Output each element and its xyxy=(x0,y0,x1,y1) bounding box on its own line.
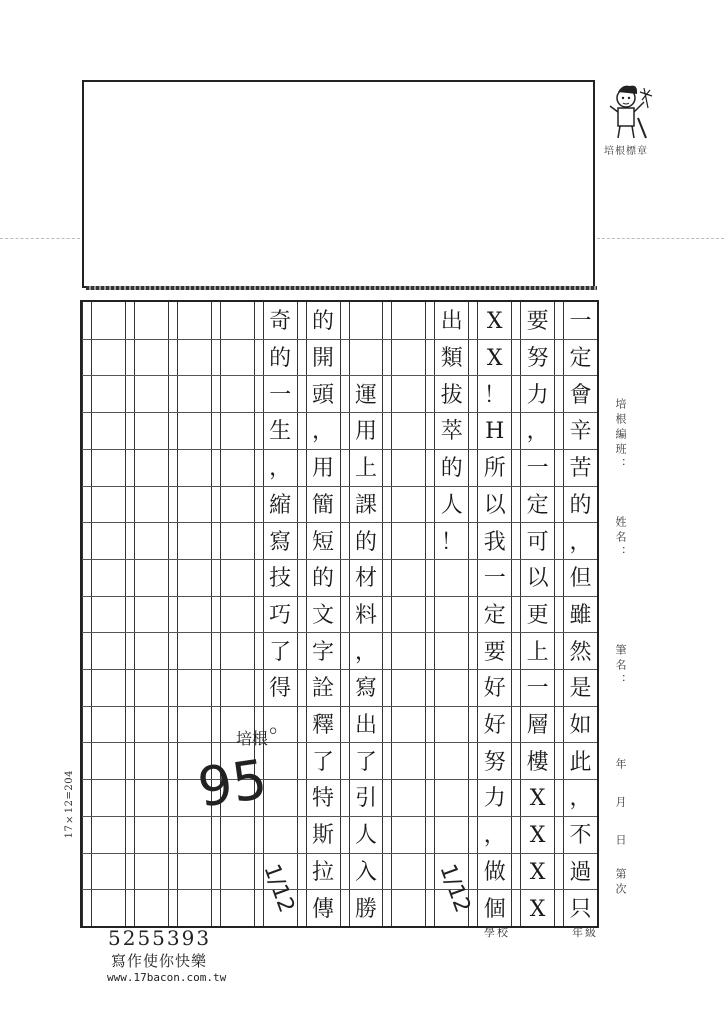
essay-char-cell xyxy=(435,598,468,635)
essay-char-cell: 勝 xyxy=(354,896,377,922)
fold-line-left xyxy=(0,238,80,240)
essay-char-cell: X xyxy=(486,309,503,335)
essay-char-cell xyxy=(135,524,168,561)
grid-column-line xyxy=(382,302,383,926)
essay-char-cell xyxy=(92,818,125,855)
essay-column xyxy=(264,304,297,928)
essay-char-cell: 的 xyxy=(269,346,292,372)
essay-char-cell: 苦 xyxy=(569,456,592,482)
essay-char-cell xyxy=(221,818,254,855)
essay-char-cell xyxy=(264,744,297,781)
essay-char-cell: 力 xyxy=(483,786,506,812)
essay-char-cell xyxy=(135,488,168,525)
essay-column xyxy=(92,304,125,928)
name-label: 姓名： xyxy=(614,516,627,561)
essay-char-cell: 然 xyxy=(569,639,592,665)
fold-line-right xyxy=(597,238,724,240)
essay-char-cell xyxy=(392,561,425,598)
essay-char-cell xyxy=(178,855,211,892)
essay-char-cell xyxy=(392,598,425,635)
essay-char-cell: 如 xyxy=(569,713,592,739)
essay-char-cell: 定 xyxy=(569,346,592,372)
grid-column-line xyxy=(554,302,555,926)
grid-column-line xyxy=(425,302,426,926)
essay-char-cell: 只 xyxy=(569,896,592,922)
essay-char-cell: 寫 xyxy=(354,676,377,702)
essay-char-cell: 傳 xyxy=(312,896,335,922)
essay-char-cell: ， xyxy=(526,419,549,445)
essay-char-cell: 特 xyxy=(312,786,335,812)
teacher-comment-box xyxy=(82,80,595,288)
essay-char-cell: 個 xyxy=(483,896,506,922)
essay-char-cell: 辛 xyxy=(569,419,592,445)
essay-char-cell xyxy=(135,818,168,855)
essay-char-cell xyxy=(135,671,168,708)
essay-char-cell xyxy=(135,304,168,341)
essay-char-cell xyxy=(92,488,125,525)
essay-char-cell: H xyxy=(485,419,505,445)
essay-char-cell xyxy=(392,341,425,378)
essay-char-cell xyxy=(392,377,425,414)
essay-column xyxy=(221,304,254,928)
essay-char-cell: 材 xyxy=(354,566,377,592)
essay-char-cell: ， xyxy=(483,823,506,849)
essay-char-cell: 要 xyxy=(483,639,506,665)
essay-char-cell: 運 xyxy=(354,382,377,408)
essay-char-cell: 縮 xyxy=(269,492,292,518)
essay-char-cell: 一 xyxy=(569,309,592,335)
essay-char-cell xyxy=(135,377,168,414)
grid-size-label: 17×12=204 xyxy=(64,770,75,839)
school-label: 學校 xyxy=(484,926,510,939)
essay-char-cell: 文 xyxy=(312,602,335,628)
grid-column-line xyxy=(168,302,169,926)
essay-char-cell xyxy=(350,341,383,378)
essay-char-cell xyxy=(435,781,468,818)
essay-char-cell xyxy=(435,818,468,855)
essay-column xyxy=(564,304,597,928)
essay-char-cell: 引 xyxy=(354,786,377,812)
essay-char-cell: 。 xyxy=(269,713,292,739)
essay-char-cell xyxy=(178,634,211,671)
essay-char-cell: ， xyxy=(354,639,377,665)
essay-char-cell xyxy=(135,855,168,892)
essay-char-cell xyxy=(221,634,254,671)
essay-char-cell: 的 xyxy=(569,492,592,518)
essay-char-cell: 用 xyxy=(312,456,335,482)
essay-char-cell: 上 xyxy=(354,456,377,482)
essay-char-cell: 不 xyxy=(569,823,592,849)
date-mark-right: 1/12 xyxy=(434,861,475,916)
score-mark: 95 xyxy=(193,747,271,820)
essay-char-cell xyxy=(92,744,125,781)
essay-column xyxy=(135,304,168,928)
essay-char-cell: X xyxy=(529,823,546,849)
year-label: 年 xyxy=(614,758,627,773)
essay-char-cell xyxy=(135,598,168,635)
essay-char-cell xyxy=(92,891,125,928)
essay-char-cell: 巧 xyxy=(269,602,292,628)
essay-char-cell: 短 xyxy=(312,529,335,555)
grid-column-line xyxy=(211,302,212,926)
essay-char-cell: X xyxy=(486,346,503,372)
essay-char-cell: 一 xyxy=(526,456,549,482)
essay-char-cell xyxy=(135,744,168,781)
essay-char-cell: 寫 xyxy=(269,529,292,555)
essay-char-cell: 定 xyxy=(483,602,506,628)
essay-char-cell xyxy=(392,708,425,745)
essay-char-cell: 可 xyxy=(526,529,549,555)
essay-char-cell xyxy=(178,524,211,561)
essay-char-cell: ！ xyxy=(483,382,506,408)
essay-column xyxy=(521,304,554,928)
essay-char-cell: 課 xyxy=(354,492,377,518)
comment-box-shadow xyxy=(86,286,597,290)
essay-char-cell xyxy=(178,671,211,708)
essay-char-cell xyxy=(92,561,125,598)
essay-char-cell xyxy=(392,304,425,341)
grid-column-line xyxy=(468,302,469,926)
essay-char-cell xyxy=(221,451,254,488)
grid-column-line xyxy=(297,302,298,926)
grade-label: 年級 xyxy=(572,926,598,939)
essay-char-cell: 萃 xyxy=(440,419,463,445)
essay-char-cell: 頭 xyxy=(312,382,335,408)
essay-char-cell xyxy=(392,671,425,708)
essay-char-cell xyxy=(221,891,254,928)
grid-column-line xyxy=(511,302,512,926)
essay-char-cell: 努 xyxy=(483,749,506,775)
website-url: www.17bacon.com.tw xyxy=(107,971,227,984)
essay-char-cell xyxy=(135,414,168,451)
essay-char-cell xyxy=(435,634,468,671)
essay-char-cell: 了 xyxy=(269,639,292,665)
essay-char-cell xyxy=(178,377,211,414)
essay-char-cell xyxy=(392,634,425,671)
essay-char-cell xyxy=(392,855,425,892)
stamp-label: 培根標章 xyxy=(604,146,648,157)
essay-char-cell: ， xyxy=(569,786,592,812)
essay-char-cell xyxy=(221,524,254,561)
essay-char-cell xyxy=(135,708,168,745)
essay-char-cell xyxy=(392,891,425,928)
essay-char-cell xyxy=(221,304,254,341)
essay-char-cell xyxy=(221,414,254,451)
essay-char-cell xyxy=(221,671,254,708)
essay-char-cell: 類 xyxy=(440,346,463,372)
grid-column-line xyxy=(82,302,83,926)
essay-column xyxy=(307,304,340,928)
essay-char-cell: 技 xyxy=(269,566,292,592)
essay-char-cell: 字 xyxy=(312,639,335,665)
essay-char-cell: 以 xyxy=(483,492,506,518)
day-label: 日 xyxy=(614,834,627,849)
essay-char-cell xyxy=(92,781,125,818)
essay-char-cell xyxy=(392,524,425,561)
essay-char-cell: 力 xyxy=(526,382,549,408)
session-label: 第次 xyxy=(614,868,627,898)
essay-char-cell xyxy=(392,818,425,855)
pen-name-label: 筆名： xyxy=(614,644,627,689)
essay-char-cell: 生 xyxy=(269,419,292,445)
essay-char-cell xyxy=(435,561,468,598)
essay-char-cell xyxy=(92,671,125,708)
essay-column xyxy=(178,304,211,928)
essay-char-cell xyxy=(392,414,425,451)
essay-char-cell: 斯 xyxy=(312,823,335,849)
essay-char-cell xyxy=(221,561,254,598)
essay-char-cell: 是 xyxy=(569,676,592,702)
essay-char-cell xyxy=(178,304,211,341)
grid-column-line xyxy=(125,302,126,926)
essay-char-cell: 的 xyxy=(354,529,377,555)
essay-char-cell: 我 xyxy=(483,529,506,555)
essay-char-cell: 一 xyxy=(526,676,549,702)
essay-char-cell: 了 xyxy=(354,749,377,775)
essay-char-cell xyxy=(178,891,211,928)
essay-char-cell: 開 xyxy=(312,346,335,372)
essay-char-cell xyxy=(92,634,125,671)
essay-char-cell: 詮 xyxy=(312,676,335,702)
essay-char-cell: 料 xyxy=(354,602,377,628)
essay-char-cell xyxy=(135,891,168,928)
essay-char-cell xyxy=(221,598,254,635)
essay-char-cell xyxy=(221,341,254,378)
essay-char-cell xyxy=(435,671,468,708)
writing-grid xyxy=(80,300,599,928)
essay-char-cell xyxy=(392,744,425,781)
class-label: 培根編班： xyxy=(614,398,627,473)
essay-char-cell xyxy=(435,744,468,781)
essay-char-cell: 一 xyxy=(269,382,292,408)
essay-char-cell: 奇 xyxy=(269,309,292,335)
essay-char-cell xyxy=(178,488,211,525)
essay-char-cell: ， xyxy=(312,419,335,445)
essay-char-cell: 簡 xyxy=(312,492,335,518)
slogan: 寫作使你快樂 xyxy=(111,952,208,970)
essay-char-cell: 一 xyxy=(483,566,506,592)
month-label: 月 xyxy=(614,796,627,811)
essay-char-cell xyxy=(350,304,383,341)
essay-char-cell: 好 xyxy=(483,713,506,739)
essay-char-cell xyxy=(435,708,468,745)
essay-char-cell xyxy=(221,855,254,892)
essay-char-cell: 出 xyxy=(354,713,377,739)
essay-char-cell xyxy=(92,855,125,892)
essay-char-cell xyxy=(392,488,425,525)
essay-char-cell: X xyxy=(529,786,546,812)
essay-char-cell: 入 xyxy=(354,859,377,885)
essay-char-cell xyxy=(392,781,425,818)
essay-char-cell xyxy=(92,414,125,451)
essay-char-cell: 層 xyxy=(526,713,549,739)
essay-char-cell xyxy=(92,451,125,488)
essay-char-cell: 會 xyxy=(569,382,592,408)
essay-char-cell: 雖 xyxy=(569,602,592,628)
essay-char-cell: 好 xyxy=(483,676,506,702)
essay-char-cell xyxy=(221,377,254,414)
essay-char-cell xyxy=(92,304,125,341)
essay-char-cell xyxy=(135,451,168,488)
essay-char-cell xyxy=(221,488,254,525)
essay-char-cell: 拉 xyxy=(312,859,335,885)
essay-char-cell xyxy=(135,781,168,818)
essay-char-cell xyxy=(264,818,297,855)
essay-char-cell xyxy=(135,634,168,671)
essay-char-cell: 出 xyxy=(440,309,463,335)
essay-char-cell: 以 xyxy=(526,566,549,592)
essay-char-cell: ， xyxy=(569,529,592,555)
essay-char-cell: 的 xyxy=(440,456,463,482)
essay-column xyxy=(350,304,383,928)
essay-char-cell: 但 xyxy=(569,566,592,592)
essay-char-cell: ！ xyxy=(440,529,463,555)
essay-char-cell xyxy=(135,561,168,598)
essay-char-cell: 更 xyxy=(526,602,549,628)
essay-char-cell xyxy=(135,341,168,378)
essay-column xyxy=(392,304,425,928)
essay-char-cell: 過 xyxy=(569,859,592,885)
essay-char-cell: 釋 xyxy=(312,713,335,739)
essay-char-cell xyxy=(392,451,425,488)
essay-char-cell: 所 xyxy=(483,456,506,482)
essay-char-cell: 上 xyxy=(526,639,549,665)
essay-char-cell xyxy=(178,451,211,488)
essay-char-cell: 的 xyxy=(312,566,335,592)
essay-char-cell xyxy=(178,708,211,745)
essay-char-cell: 了 xyxy=(312,749,335,775)
grid-column-line xyxy=(254,302,255,926)
date-mark-left: 1/12 xyxy=(258,861,299,916)
essay-char-cell: 努 xyxy=(526,346,549,372)
essay-char-cell: 人 xyxy=(440,492,463,518)
sheet-code: 5255393 xyxy=(108,926,212,950)
essay-char-cell xyxy=(92,377,125,414)
essay-char-cell: 拔 xyxy=(440,382,463,408)
essay-char-cell: 要 xyxy=(526,309,549,335)
essay-char-cell xyxy=(178,341,211,378)
essay-char-cell: 人 xyxy=(354,823,377,849)
essay-char-cell xyxy=(92,598,125,635)
essay-char-cell xyxy=(92,524,125,561)
essay-char-cell xyxy=(178,818,211,855)
essay-char-cell: 的 xyxy=(312,309,335,335)
essay-char-cell xyxy=(92,341,125,378)
essay-char-cell: X xyxy=(529,896,546,922)
grid-column-line xyxy=(340,302,341,926)
essay-char-cell xyxy=(178,598,211,635)
essay-char-cell: 此 xyxy=(569,749,592,775)
essay-char-cell: 做 xyxy=(483,859,506,885)
essay-char-cell xyxy=(92,708,125,745)
essay-char-cell: 用 xyxy=(354,419,377,445)
essay-char-cell: 定 xyxy=(526,492,549,518)
teacher-signature: 培根 xyxy=(236,729,269,748)
essay-char-cell: 得 xyxy=(269,676,292,702)
essay-char-cell xyxy=(178,414,211,451)
essay-column xyxy=(435,304,468,928)
essay-char-cell: ， xyxy=(269,456,292,482)
essay-char-cell xyxy=(178,561,211,598)
essay-char-cell: 樓 xyxy=(526,749,549,775)
essay-char-cell: X xyxy=(529,859,546,885)
essay-column xyxy=(478,304,511,928)
